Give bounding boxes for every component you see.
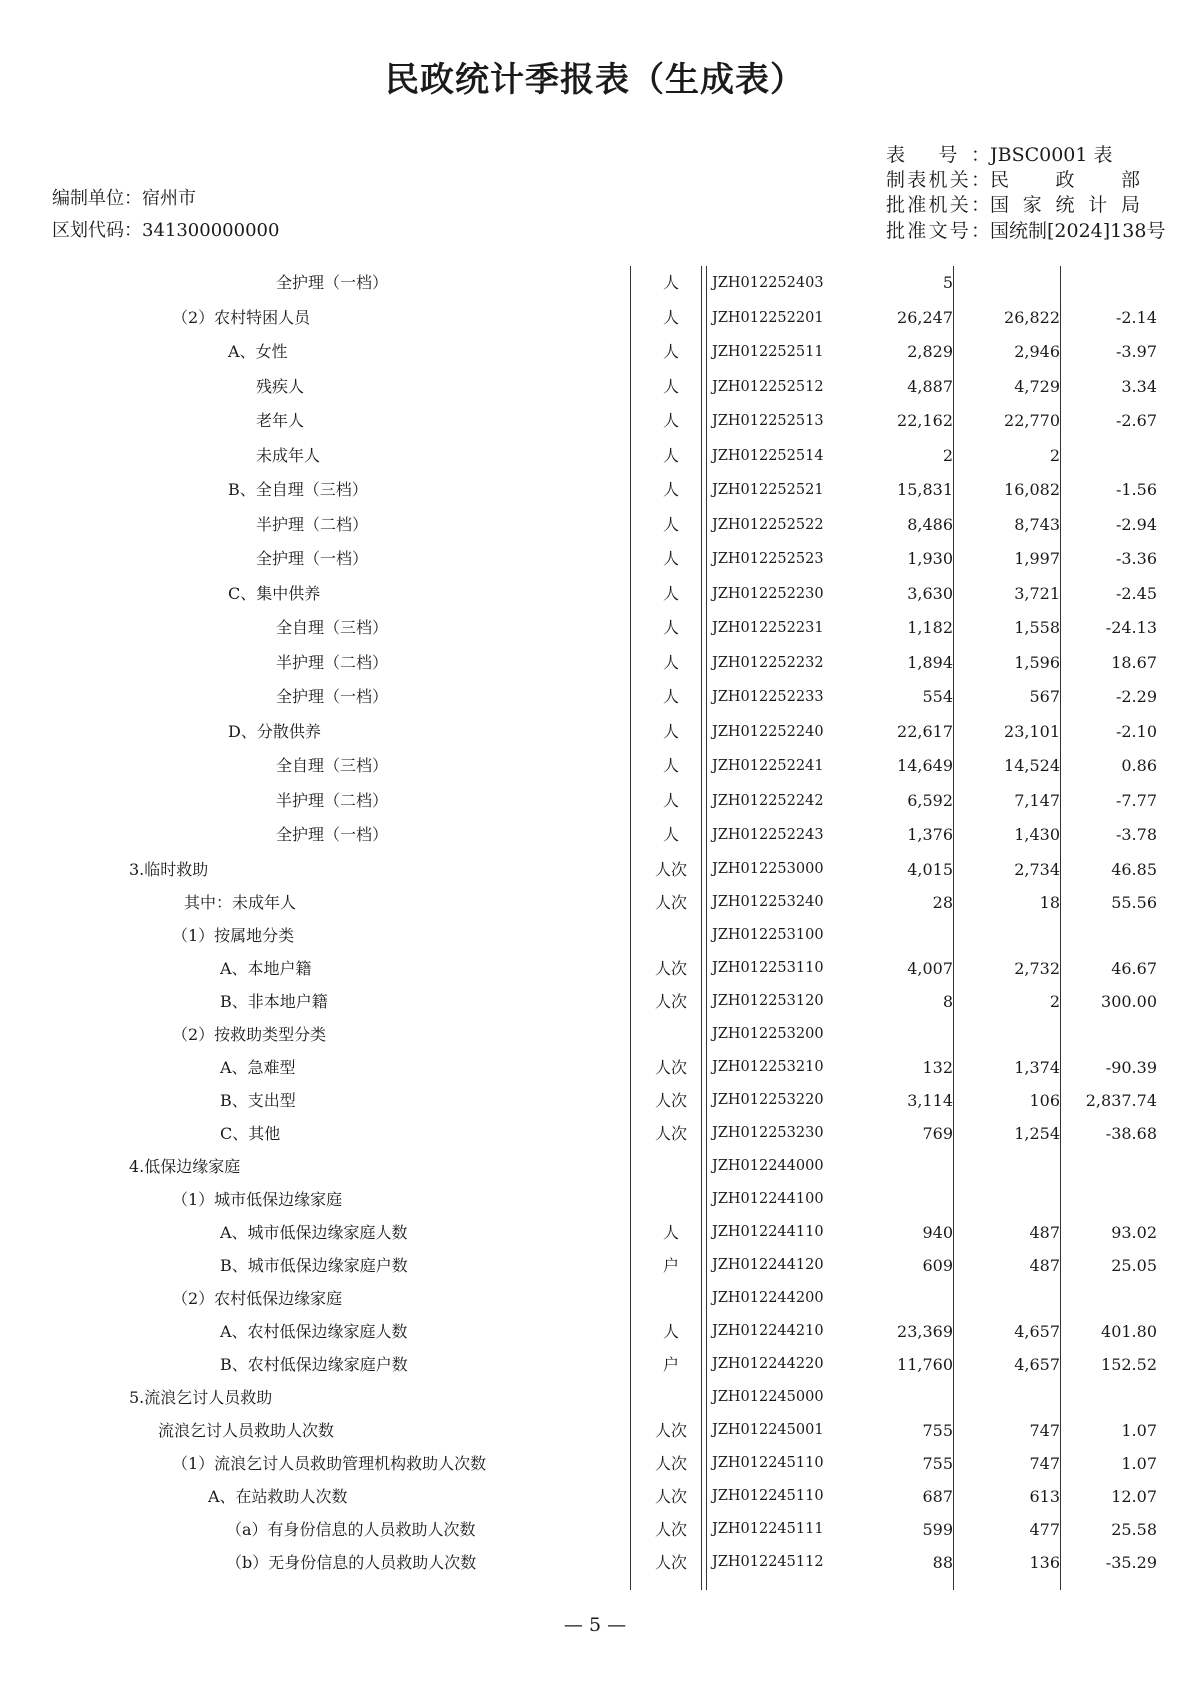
item-name: 全护理（一档） (256, 549, 369, 568)
table-row (0, 818, 1190, 853)
previous-value: 136 (1029, 1552, 1060, 1572)
change-rate: 0.86 (1121, 756, 1157, 775)
previous-value: 7,147 (1014, 790, 1060, 810)
current-value: 8 (942, 991, 953, 1011)
item-code: JZH012245001 (712, 1421, 824, 1438)
item-code: JZH012252511 (712, 344, 824, 360)
change-rate: -2.29 (1115, 687, 1157, 706)
current-value: 3,630 (907, 583, 953, 603)
item-name: A、城市低保边缘家庭人数 (220, 1222, 408, 1242)
item-code: JZH012245112 (712, 1553, 824, 1570)
table-row (0, 1282, 1190, 1315)
previous-value: 8,743 (1014, 514, 1060, 534)
approval-document-value: 国统制[2024]138号 (990, 220, 1166, 242)
item-code: JZH012252231 (712, 620, 824, 636)
item-code: JZH012253120 (712, 992, 824, 1009)
item-code: JZH012252521 (712, 482, 824, 498)
table-row (0, 1249, 1190, 1282)
change-rate: 18.67 (1111, 652, 1157, 672)
item-code: JZH012252240 (712, 723, 824, 740)
item-unit: 人次 (654, 1090, 687, 1110)
item-name: 未成年人 (256, 445, 321, 465)
change-rate: -24.13 (1105, 618, 1157, 637)
previous-value: 487 (1029, 1222, 1060, 1242)
table-row (0, 1414, 1190, 1447)
item-name: B、支出型 (220, 1090, 296, 1110)
change-rate: -38.68 (1105, 1123, 1157, 1143)
compiling-unit-value: 宿州市 (142, 188, 196, 209)
item-code: JZH012245000 (712, 1388, 824, 1405)
item-code: JZH012252512 (712, 378, 824, 395)
current-value: 1,376 (907, 825, 953, 844)
item-name: 半护理（二档） (276, 790, 389, 810)
item-unit: 人 (662, 307, 679, 327)
change-rate: -3.97 (1115, 342, 1157, 361)
item-name: B、城市低保边缘家庭户数 (220, 1255, 408, 1275)
item-code: JZH012252201 (712, 309, 824, 326)
item-unit: 人 (662, 411, 679, 430)
item-name: C、其他 (220, 1123, 281, 1143)
table-row (0, 886, 1190, 919)
change-rate: 25.58 (1111, 1519, 1157, 1539)
table-row (0, 985, 1190, 1018)
current-value: 6,592 (907, 790, 953, 810)
item-code: JZH012253220 (712, 1091, 824, 1108)
current-value: 2,829 (907, 342, 953, 361)
item-name: A、急难型 (220, 1057, 296, 1077)
item-name: （1）城市低保边缘家庭 (172, 1189, 343, 1209)
item-code: JZH012245110 (712, 1454, 824, 1471)
change-rate: 300.00 (1101, 991, 1157, 1011)
item-code: JZH012253100 (712, 926, 824, 943)
item-code: JZH012253240 (712, 893, 824, 910)
item-code: JZH012253200 (712, 1025, 824, 1042)
table-row (0, 1348, 1190, 1381)
table-row (0, 542, 1190, 577)
previous-value: 22,770 (1004, 411, 1060, 430)
change-rate: 46.85 (1111, 859, 1157, 879)
current-value: 1,894 (907, 652, 953, 672)
item-unit: 人 (662, 342, 679, 361)
item-name: 全护理（一档） (276, 825, 389, 844)
table-row (0, 508, 1190, 543)
compiling-unit (52, 184, 196, 210)
item-name: （1）流浪乞讨人员救助管理机构救助人次数 (172, 1453, 487, 1473)
item-unit: 户 (662, 1255, 679, 1275)
item-code: JZH012245111 (712, 1520, 824, 1537)
item-name: 5.流浪乞讨人员救助 (129, 1387, 273, 1407)
previous-value: 3,721 (1014, 583, 1060, 603)
item-unit: 人 (662, 1222, 679, 1242)
item-unit: 人 (662, 376, 679, 396)
item-code: JZH012244000 (712, 1157, 824, 1174)
item-name: D、分散供养 (228, 721, 321, 741)
table-row (0, 1084, 1190, 1117)
item-unit: 人 (662, 652, 679, 672)
item-code: JZH012252403 (712, 275, 824, 291)
item-unit: 人次 (654, 892, 687, 912)
table-row (0, 853, 1190, 886)
form-number-label: 表 号： (886, 144, 990, 166)
current-value: 769 (922, 1123, 953, 1143)
previous-value: 1,430 (1014, 825, 1060, 844)
current-value: 8,486 (907, 514, 953, 534)
table-row (0, 715, 1190, 750)
previous-value: 1,596 (1014, 652, 1060, 672)
item-name: B、非本地户籍 (220, 991, 328, 1011)
current-value: 609 (922, 1255, 953, 1275)
change-rate: -1.56 (1115, 480, 1157, 499)
table-row (0, 1216, 1190, 1249)
table-row (0, 1315, 1190, 1348)
current-value: 687 (922, 1486, 953, 1506)
item-name: 流浪乞讨人员救助人次数 (158, 1420, 335, 1440)
table-row (0, 1183, 1190, 1216)
item-code: JZH012252523 (712, 551, 824, 567)
current-value: 599 (922, 1519, 953, 1539)
item-name: A、在站救助人次数 (208, 1486, 348, 1506)
current-value: 755 (922, 1453, 953, 1473)
item-unit: 人次 (654, 1453, 687, 1473)
current-value: 23,369 (897, 1321, 953, 1341)
approval-document-label: 批准文号： (886, 220, 990, 242)
change-rate: -3.78 (1115, 825, 1157, 844)
current-value: 28 (932, 892, 953, 912)
current-value: 554 (922, 687, 953, 706)
page-title: 民政统计季报表（生成表） (385, 60, 805, 100)
item-code: JZH012244220 (712, 1355, 824, 1372)
current-value: 14,649 (897, 756, 953, 775)
change-rate: 55.56 (1111, 892, 1157, 912)
table-row (0, 749, 1190, 784)
item-name: 其中：未成年人 (184, 892, 297, 912)
item-name: B、全自理（三档） (228, 480, 368, 499)
previous-value: 4,657 (1014, 1321, 1060, 1341)
item-code: JZH012244210 (712, 1322, 824, 1339)
previous-value: 477 (1029, 1519, 1060, 1539)
item-code: JZH012252241 (712, 758, 824, 774)
item-unit: 人 (662, 273, 679, 292)
change-rate: 2,837.74 (1085, 1090, 1157, 1110)
item-unit: 人 (662, 790, 679, 810)
item-name: A、农村低保边缘家庭人数 (220, 1321, 408, 1341)
item-name: 全自理（三档） (276, 618, 389, 637)
table-row (0, 404, 1190, 439)
previous-value: 2 (1049, 445, 1060, 465)
item-name: 全护理（一档） (276, 273, 389, 292)
table-row (0, 1546, 1190, 1579)
region-code-label: 区划代码： (52, 220, 142, 241)
item-name: （2）按救助类型分类 (172, 1024, 327, 1044)
item-unit: 人次 (654, 1057, 687, 1077)
form-number-value: JBSC0001 表 (990, 144, 1113, 166)
change-rate: 1.07 (1121, 1420, 1157, 1440)
current-value: 5 (942, 273, 953, 292)
change-rate: 3.34 (1121, 376, 1157, 396)
previous-value: 1,997 (1014, 549, 1060, 568)
item-code: JZH012252233 (712, 689, 824, 705)
item-code: JZH012252243 (712, 827, 824, 843)
item-name: 4.低保边缘家庭 (129, 1156, 241, 1176)
current-value: 132 (922, 1057, 953, 1077)
item-code: JZH012244110 (712, 1223, 824, 1240)
region-code-value: 341300000000 (142, 220, 280, 241)
table-row (0, 646, 1190, 681)
item-name: C、集中供养 (228, 583, 321, 603)
previous-value: 16,082 (1004, 480, 1060, 499)
approving-authority-value: 国 家 统 计 局 (990, 194, 1140, 216)
issuing-authority (886, 165, 1140, 192)
current-value: 22,162 (897, 411, 953, 430)
issuing-authority-label: 制表机关： (886, 169, 990, 191)
current-value: 22,617 (897, 721, 953, 741)
current-value: 1,182 (907, 618, 953, 637)
item-unit: 人 (662, 549, 679, 568)
item-unit: 人次 (654, 859, 687, 879)
item-code: JZH012244200 (712, 1289, 824, 1306)
previous-value: 26,822 (1004, 307, 1060, 327)
change-rate: 46.67 (1111, 958, 1157, 978)
table-row (0, 1513, 1190, 1546)
item-code: JZH012252232 (712, 654, 824, 671)
issuing-authority-value: 民 政 部 (990, 169, 1140, 191)
previous-value: 487 (1029, 1255, 1060, 1275)
previous-value: 1,254 (1014, 1123, 1060, 1143)
table-row (0, 1480, 1190, 1513)
item-unit: 人次 (654, 1552, 687, 1572)
table-row (0, 301, 1190, 336)
change-rate: -2.67 (1115, 411, 1157, 430)
current-value: 26,247 (897, 307, 953, 327)
page-number: — 5 — (563, 1614, 627, 1636)
item-name: 全护理（一档） (276, 687, 389, 706)
table-row (0, 1117, 1190, 1150)
item-code: JZH012252513 (712, 413, 824, 429)
change-rate: 12.07 (1111, 1486, 1157, 1506)
item-name: （2）农村低保边缘家庭 (172, 1288, 343, 1308)
current-value: 11,760 (897, 1354, 953, 1374)
change-rate: -2.94 (1115, 514, 1157, 534)
item-name: 半护理（二档） (276, 652, 389, 672)
item-name: 3.临时救助 (129, 859, 209, 879)
approval-document (886, 216, 1165, 243)
item-code: JZH012252522 (712, 516, 824, 533)
item-code: JZH012244100 (712, 1190, 824, 1207)
change-rate: -3.36 (1115, 549, 1157, 568)
item-unit: 人 (662, 687, 679, 706)
approving-authority (886, 190, 1140, 217)
table-row (0, 473, 1190, 508)
approving-authority-label: 批准机关： (886, 194, 990, 216)
current-value: 88 (932, 1552, 953, 1572)
item-name: B、农村低保边缘家庭户数 (220, 1354, 408, 1374)
change-rate: -7.77 (1115, 790, 1157, 810)
current-value: 1,930 (907, 549, 953, 568)
current-value: 4,887 (907, 376, 953, 396)
item-name: （1）按属地分类 (172, 925, 295, 945)
item-name: A、女性 (228, 342, 288, 361)
item-name: 半护理（二档） (256, 514, 369, 534)
item-unit: 人 (662, 756, 679, 775)
change-rate: -35.29 (1105, 1552, 1157, 1572)
compiling-unit-label: 编制单位： (52, 188, 142, 209)
previous-value: 2 (1049, 991, 1060, 1011)
previous-value: 4,657 (1014, 1354, 1060, 1374)
table-row (0, 266, 1190, 301)
previous-value: 2,946 (1014, 342, 1060, 361)
region-code (52, 216, 279, 242)
table-row (0, 439, 1190, 474)
item-unit: 人次 (654, 991, 687, 1011)
current-value: 4,007 (907, 958, 953, 978)
change-rate: -2.45 (1115, 583, 1157, 603)
previous-value: 567 (1029, 687, 1060, 706)
change-rate: -90.39 (1105, 1057, 1157, 1077)
item-unit: 人次 (654, 1519, 687, 1539)
previous-value: 613 (1029, 1486, 1060, 1506)
table-row (0, 1381, 1190, 1414)
previous-value: 4,729 (1014, 376, 1060, 396)
current-value: 4,015 (907, 859, 953, 879)
item-name: A、本地户籍 (220, 958, 312, 978)
item-name: 残疾人 (256, 376, 305, 396)
item-code: JZH012253210 (712, 1058, 824, 1075)
item-unit: 人次 (654, 958, 687, 978)
item-unit: 人 (662, 445, 679, 465)
current-value: 940 (922, 1222, 953, 1242)
table-row (0, 1447, 1190, 1480)
change-rate: 1.07 (1121, 1453, 1157, 1473)
table-row (0, 1051, 1190, 1084)
item-name: （2）农村特困人员 (172, 307, 311, 327)
previous-value: 747 (1029, 1453, 1060, 1473)
current-value: 755 (922, 1420, 953, 1440)
statistics-table (0, 266, 1190, 1579)
item-name: （a）有身份信息的人员救助人次数 (226, 1519, 476, 1539)
change-rate: 401.80 (1101, 1321, 1157, 1341)
item-unit: 人次 (654, 1486, 687, 1506)
current-value: 15,831 (897, 480, 953, 499)
table-row (0, 680, 1190, 715)
previous-value: 18 (1039, 892, 1060, 912)
change-rate: -2.10 (1115, 721, 1157, 741)
item-unit: 户 (662, 1354, 679, 1374)
table-row (0, 1018, 1190, 1051)
previous-value: 23,101 (1004, 721, 1060, 741)
item-code: JZH012252230 (712, 585, 824, 602)
table-row (0, 919, 1190, 952)
item-unit: 人 (662, 825, 679, 844)
item-code: JZH012245110 (712, 1487, 824, 1504)
item-name: （b）无身份信息的人员救助人次数 (226, 1552, 477, 1572)
table-row (0, 1150, 1190, 1183)
item-code: JZH012252514 (712, 447, 824, 464)
table-row (0, 611, 1190, 646)
previous-value: 1,558 (1014, 618, 1060, 637)
previous-value: 2,732 (1014, 958, 1060, 978)
table-row (0, 370, 1190, 405)
table-row (0, 335, 1190, 370)
current-value: 3,114 (907, 1090, 953, 1110)
item-unit: 人 (662, 721, 679, 741)
change-rate: 25.05 (1111, 1255, 1157, 1275)
item-code: JZH012252242 (712, 792, 824, 809)
previous-value: 1,374 (1014, 1057, 1060, 1077)
item-unit: 人 (662, 514, 679, 534)
change-rate: -2.14 (1115, 307, 1157, 327)
table-row (0, 952, 1190, 985)
item-unit: 人 (662, 1321, 679, 1341)
item-name: 全自理（三档） (276, 756, 389, 775)
item-code: JZH012244120 (712, 1256, 824, 1273)
previous-value: 106 (1029, 1090, 1060, 1110)
item-unit: 人次 (654, 1420, 687, 1440)
item-code: JZH012253110 (712, 959, 824, 976)
form-number (886, 140, 1113, 167)
item-unit: 人 (662, 618, 679, 637)
item-name: 老年人 (256, 411, 305, 430)
item-code: JZH012253000 (712, 860, 824, 877)
table-row (0, 577, 1190, 612)
current-value: 2 (942, 445, 953, 465)
item-code: JZH012253230 (712, 1124, 824, 1141)
item-unit: 人次 (654, 1123, 687, 1143)
change-rate: 152.52 (1101, 1354, 1157, 1374)
table-row (0, 784, 1190, 819)
previous-value: 747 (1029, 1420, 1060, 1440)
previous-value: 2,734 (1014, 859, 1060, 879)
previous-value: 14,524 (1004, 756, 1060, 775)
item-unit: 人 (662, 583, 679, 603)
item-unit: 人 (662, 480, 679, 499)
change-rate: 93.02 (1111, 1222, 1157, 1242)
